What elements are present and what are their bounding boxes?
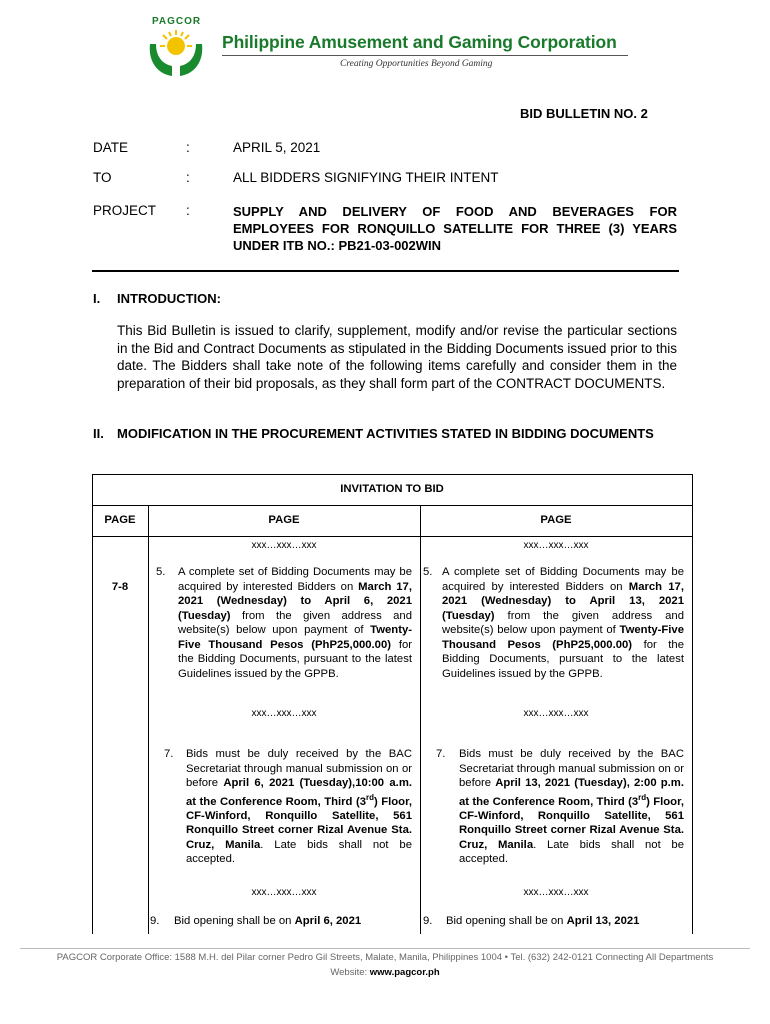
col-header-page-3: PAGE bbox=[540, 514, 572, 526]
left-item-5 bbox=[178, 565, 412, 681]
table-col-divider-2 bbox=[420, 505, 421, 934]
introduction-text: This Bid Bulletin is issued to clarify, supplement, modify and/or revise the particular sections in the Bid and Contract Documents as stipulated in the Bidding Documents issued prior to this date. The Bidders shall take note of the following items carefully and consider them in the preparation of their bid proposals, as they shall form part of the CONTRACT DOCUMENTS. bbox=[117, 323, 677, 391]
right-item-7 bbox=[459, 747, 684, 867]
section-2-title: MODIFICATION IN THE PROCUREMENT ACTIVITIES STATED IN BIDDING DOCUMENTS bbox=[117, 426, 654, 441]
left-item-5-text-e: for the Bidding Documents, pursuant to the latest Guidelines issued by the GPPB. bbox=[178, 638, 412, 680]
left-item-7 bbox=[186, 747, 412, 867]
left-item-9-text-a: Bid opening shall be on bbox=[174, 915, 295, 927]
right-item-5-fee: Twenty-Five Thousand Pesos (PhP25,000.00) bbox=[442, 624, 684, 651]
tagline: Creating Opportunities Beyond Gaming bbox=[340, 59, 493, 69]
sun-icon bbox=[160, 30, 192, 55]
right-item-9-text-a: Bid opening shall be on bbox=[446, 915, 567, 927]
col-header-page-1: PAGE bbox=[104, 514, 136, 526]
left-item-7-text-a: Bids must be duly received by the BAC Secretariat through manual submission on or before bbox=[186, 748, 412, 789]
right-item-7-sup: rd bbox=[638, 792, 647, 802]
page-reference: 7-8 bbox=[111, 581, 129, 593]
table-title-divider bbox=[92, 505, 693, 506]
ellipsis-left-2: xxx…xxx…xxx bbox=[251, 708, 317, 719]
ellipsis-left-1: xxx…xxx…xxx bbox=[251, 540, 317, 551]
right-item-5-number: 5. bbox=[423, 566, 433, 578]
left-item-5-dates: March 17, 2021 (Wednesday) to April 6, 2021 (Tuesday) bbox=[178, 580, 412, 622]
footer-website-link[interactable]: www.pagcor.ph bbox=[369, 967, 440, 978]
to-colon: : bbox=[186, 170, 190, 185]
project-value: SUPPLY AND DELIVERY OF FOOD AND BEVERAGES FOR EMPLOYEES FOR RONQUILLO SATELLITE FOR THREE (3) YEARS UNDER ITB NO.: PB21-03-002WIN bbox=[233, 204, 677, 253]
table-header-divider bbox=[92, 536, 693, 537]
ellipsis-right-3: xxx…xxx…xxx bbox=[523, 887, 589, 898]
left-item-5-text-c: from the given address and website(s) below upon payment of bbox=[178, 609, 412, 636]
project-colon: : bbox=[186, 203, 190, 218]
right-item-5-text-e: for the Bidding Documents, pursuant to the latest Guidelines issued by the GPPB. bbox=[442, 638, 684, 680]
table-border-left bbox=[92, 474, 93, 934]
right-item-7-number: 7. bbox=[436, 748, 446, 760]
right-item-7-venue: ) Floor, CF-Winford, Ronquillo Satellite, 561 Ronquillo Street corner Rizal Avenue Sta. Cruz, Manila bbox=[459, 795, 684, 851]
date-colon: : bbox=[186, 140, 190, 155]
bulletin-title: BID BULLETIN NO. 2 bbox=[520, 106, 648, 121]
right-item-7-deadline: April 13, 2021 (Tuesday), 2:00 p.m. at the Conference Room, Third (3 bbox=[459, 777, 684, 808]
org-name: Philippine Amusement and Gaming Corporation bbox=[222, 32, 617, 52]
left-item-7-text-d: . Late bids shall not be accepted. bbox=[186, 838, 412, 866]
right-item-5-text-c: from the given address and website(s) below upon payment of bbox=[442, 609, 684, 636]
right-item-9-date: April 13, 2021 bbox=[566, 915, 640, 927]
header-divider bbox=[222, 55, 628, 56]
left-item-5-text-a: A complete set of Bidding Documents may be acquired by interested Bidders on bbox=[178, 566, 412, 593]
right-item-5-text-a: A complete set of Bidding Documents may be acquired by interested Bidders on bbox=[442, 566, 684, 593]
right-item-9 bbox=[446, 914, 686, 929]
pagcor-logo bbox=[136, 14, 216, 82]
left-item-7-venue: ) Floor, CF-Winford, Ronquillo Satellite, 561 Ronquillo Street corner Rizal Avenue Sta. Cruz, Manila bbox=[186, 795, 412, 851]
left-item-7-number: 7. bbox=[164, 748, 174, 760]
project-label: PROJECT bbox=[93, 203, 157, 218]
col-header-page-2: PAGE bbox=[268, 514, 300, 526]
section-2-heading bbox=[93, 426, 677, 442]
footer-website-label: Website: bbox=[330, 967, 370, 978]
footer-divider bbox=[20, 948, 750, 949]
table-border-right bbox=[692, 474, 693, 934]
table-border-top bbox=[92, 474, 693, 475]
ellipsis-right-2: xxx…xxx…xxx bbox=[523, 708, 589, 719]
left-item-9 bbox=[174, 914, 414, 929]
right-item-9-number: 9. bbox=[423, 915, 433, 927]
left-item-9-date: April 6, 2021 bbox=[294, 915, 362, 927]
footer-address: PAGCOR Corporate Office: 1588 M.H. del Pilar corner Pedro Gil Streets, Malate, Manila, Philippines 1004 • Tel. (632) 242-0121 Connecting All Departments bbox=[56, 952, 714, 963]
ellipsis-right-1: xxx…xxx…xxx bbox=[523, 540, 589, 551]
table-col-divider-1 bbox=[148, 505, 149, 934]
left-item-7-sup: rd bbox=[366, 792, 374, 802]
right-item-7-text-a: Bids must be duly received by the BAC Secretariat through manual submission on or before bbox=[459, 748, 684, 789]
section-divider bbox=[92, 270, 679, 272]
right-item-5 bbox=[442, 565, 684, 681]
table-title: INVITATION TO BID bbox=[340, 483, 444, 495]
right-item-7-text-d: . Late bids shall not be accepted. bbox=[459, 838, 684, 866]
section-1-title: INTRODUCTION: bbox=[117, 291, 221, 306]
section-1-number: I. bbox=[93, 291, 101, 306]
ellipsis-left-3: xxx…xxx…xxx bbox=[251, 887, 317, 898]
to-value: ALL BIDDERS SIGNIFYING THEIR INTENT bbox=[233, 170, 499, 185]
left-item-7-deadline: April 6, 2021 (Tuesday),10:00 a.m. at the Conference Room, Third (3 bbox=[186, 777, 413, 808]
section-2-number: II. bbox=[93, 426, 104, 441]
footer-website-line bbox=[0, 967, 770, 978]
date-label: DATE bbox=[93, 140, 129, 155]
right-item-5-dates: March 17, 2021 (Wednesday) to April 13, 2021 (Tuesday) bbox=[442, 580, 684, 622]
invitation-table bbox=[92, 474, 692, 934]
left-item-5-number: 5. bbox=[156, 566, 166, 578]
logo-text: PAGCOR bbox=[152, 16, 202, 27]
date-value: APRIL 5, 2021 bbox=[233, 140, 321, 155]
left-item-5-fee: Twenty-Five Thousand Pesos (PhP25,000.00) bbox=[178, 624, 412, 651]
left-item-9-number: 9. bbox=[150, 915, 160, 927]
to-label: TO bbox=[93, 170, 112, 185]
